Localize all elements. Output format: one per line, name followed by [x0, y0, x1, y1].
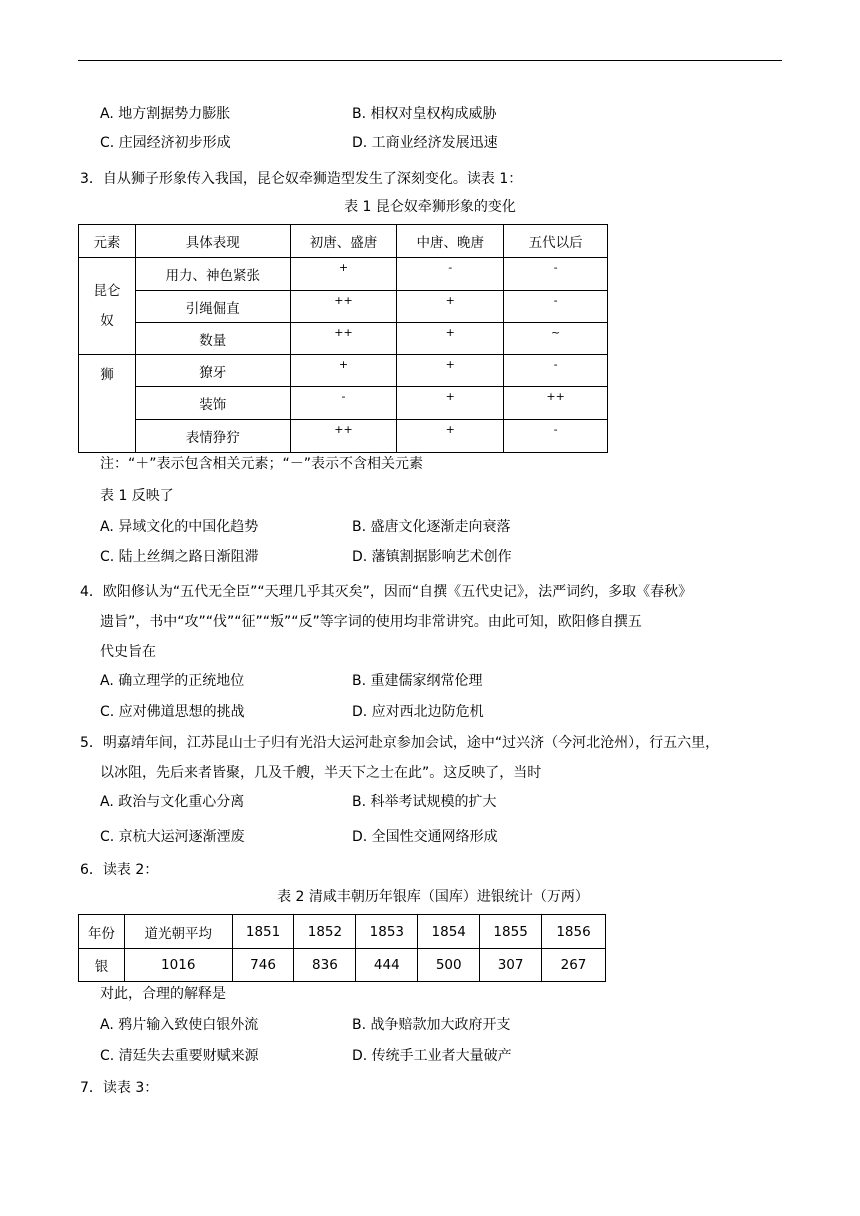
q6-cell: 1853 [356, 915, 418, 949]
q3-table-title: 表 1 昆仑奴牵狮形象的变化 [344, 199, 516, 215]
q3-row-label: 装饰 [135, 387, 290, 420]
q3-cell: - [290, 387, 397, 420]
table-row [79, 323, 608, 355]
q3-header-cell: 元素 [79, 225, 136, 258]
header-rule [78, 60, 782, 61]
q6-stem: 6．读表 2： [80, 862, 159, 878]
q3-group-kunlunnu-line2: 奴 [100, 313, 114, 329]
table-row [79, 387, 608, 420]
q3-header-cell: 中唐、晚唐 [397, 225, 504, 258]
q2-option-b[interactable]: B. 相权对皇权构成威胁 [352, 106, 497, 122]
q3-cell: ++ [290, 420, 397, 453]
q3-header-cell: 五代以后 [504, 225, 608, 258]
q3-cell: - [504, 355, 608, 387]
q4-stem-line2: 遗旨”，书中“攻”“伐”“征”“叛”“反”等字词的使用均非常讲究。由此可知，欧阳修自撰五 [100, 614, 642, 630]
q2-option-c[interactable]: C. 庄园经济初步形成 [100, 135, 231, 151]
q3-prompt: 表 1 反映了 [100, 488, 174, 504]
q3-table [78, 224, 608, 453]
q6-table-title: 表 2 清咸丰朝历年银库（国库）进银统计（万两） [277, 889, 589, 905]
q5-option-d[interactable]: D. 全国性交通网络形成 [352, 829, 498, 845]
table-row [79, 949, 606, 982]
q6-cell: 1856 [542, 915, 606, 949]
q6-cell: 1016 [124, 949, 232, 982]
q6-cell: 1855 [480, 915, 542, 949]
q3-row-label: 引绳倔直 [135, 291, 290, 323]
q5-option-c[interactable]: C. 京杭大运河逐渐湮废 [100, 829, 245, 845]
q3-cell: - [504, 258, 608, 291]
q3-header-cell: 初唐、盛唐 [290, 225, 397, 258]
q7-stem: 7．读表 3： [80, 1080, 159, 1096]
q3-cell: ++ [290, 291, 397, 323]
q3-group-kunlunnu [79, 258, 136, 355]
q6-cell: 836 [294, 949, 356, 982]
q6-cell: 1852 [294, 915, 356, 949]
q3-cell: + [397, 291, 504, 323]
q6-cell: 年份 [79, 915, 125, 949]
q4-stem-line3: 代史旨在 [100, 644, 156, 660]
q3-group-lion: 狮 [79, 355, 136, 453]
q6-cell: 267 [542, 949, 606, 982]
q2-option-a[interactable]: A. 地方割据势力膨胀 [100, 106, 231, 122]
table-row [79, 291, 608, 323]
table-row [79, 355, 608, 387]
q4-option-d[interactable]: D. 应对西北边防危机 [352, 704, 484, 720]
q3-cell: + [290, 355, 397, 387]
q6-cell: 道光朝平均 [124, 915, 232, 949]
q4-option-a[interactable]: A. 确立理学的正统地位 [100, 673, 245, 689]
table-row [79, 915, 606, 949]
q4-option-c[interactable]: C. 应对佛道思想的挑战 [100, 704, 245, 720]
table-row [79, 258, 608, 291]
q6-prompt: 对此，合理的解释是 [100, 986, 226, 1002]
q3-option-a[interactable]: A. 异域文化的中国化趋势 [100, 519, 259, 535]
q3-row-label: 数量 [135, 323, 290, 355]
q3-cell: + [397, 355, 504, 387]
q5-stem-line2: 以冰阻，先后来者皆聚，几及千艘，半天下之士在此”。这反映了，当时 [100, 765, 542, 781]
q3-header-cell: 具体表现 [135, 225, 290, 258]
q3-group-kunlunnu-line1: 昆仑 [93, 283, 121, 299]
q3-cell: + [397, 420, 504, 453]
q6-option-c[interactable]: C. 清廷失去重要财赋来源 [100, 1048, 259, 1064]
q4-stem-line1: 4．欧阳修认为“五代无全臣”“天理几乎其灭矣”，因而“自撰《五代史记》，法严词约，多取《春秋》 [80, 584, 693, 600]
q3-cell: - [504, 420, 608, 453]
table-row [79, 420, 608, 453]
q5-stem-line1: 5．明嘉靖年间，江苏昆山士子归有光沿大运河赴京参加会试，途中“过兴济（今河北沧州），行五六里， [80, 735, 720, 751]
q3-cell: ~ [504, 323, 608, 355]
q6-cell: 307 [480, 949, 542, 982]
q3-option-b[interactable]: B. 盛唐文化逐渐走向衰落 [352, 519, 511, 535]
q3-stem: 3．自从狮子形象传入我国，昆仑奴牵狮造型发生了深刻变化。读表 1： [80, 171, 523, 187]
q6-cell: 444 [356, 949, 418, 982]
q3-cell: - [504, 291, 608, 323]
q3-cell: ++ [504, 387, 608, 420]
q3-row-label: 獠牙 [135, 355, 290, 387]
q4-option-b[interactable]: B. 重建儒家纲常伦理 [352, 673, 483, 689]
q6-table [78, 914, 606, 982]
q6-cell: 746 [232, 949, 294, 982]
q3-cell: + [397, 387, 504, 420]
q3-header-row [79, 225, 608, 258]
q3-note: 注：“＋”表示包含相关元素；“－”表示不含相关元素 [100, 456, 424, 472]
q6-cell: 1851 [232, 915, 294, 949]
q6-option-d[interactable]: D. 传统手工业者大量破产 [352, 1048, 512, 1064]
q6-cell: 银 [79, 949, 125, 982]
q5-option-a[interactable]: A. 政治与文化重心分离 [100, 794, 245, 810]
q6-option-a[interactable]: A. 鸦片输入致使白银外流 [100, 1017, 259, 1033]
q3-row-label: 表情狰狞 [135, 420, 290, 453]
q3-row-label: 用力、神色紧张 [135, 258, 290, 291]
q3-option-c[interactable]: C. 陆上丝绸之路日渐阻滞 [100, 549, 259, 565]
q5-option-b[interactable]: B. 科举考试规模的扩大 [352, 794, 497, 810]
q3-cell: - [397, 258, 504, 291]
q3-cell: ++ [290, 323, 397, 355]
q3-cell: + [290, 258, 397, 291]
q6-option-b[interactable]: B. 战争赔款加大政府开支 [352, 1017, 511, 1033]
q3-cell: + [397, 323, 504, 355]
q2-option-d[interactable]: D. 工商业经济发展迅速 [352, 135, 498, 151]
q6-cell: 1854 [418, 915, 480, 949]
q3-option-d[interactable]: D. 藩镇割据影响艺术创作 [352, 549, 512, 565]
q6-cell: 500 [418, 949, 480, 982]
